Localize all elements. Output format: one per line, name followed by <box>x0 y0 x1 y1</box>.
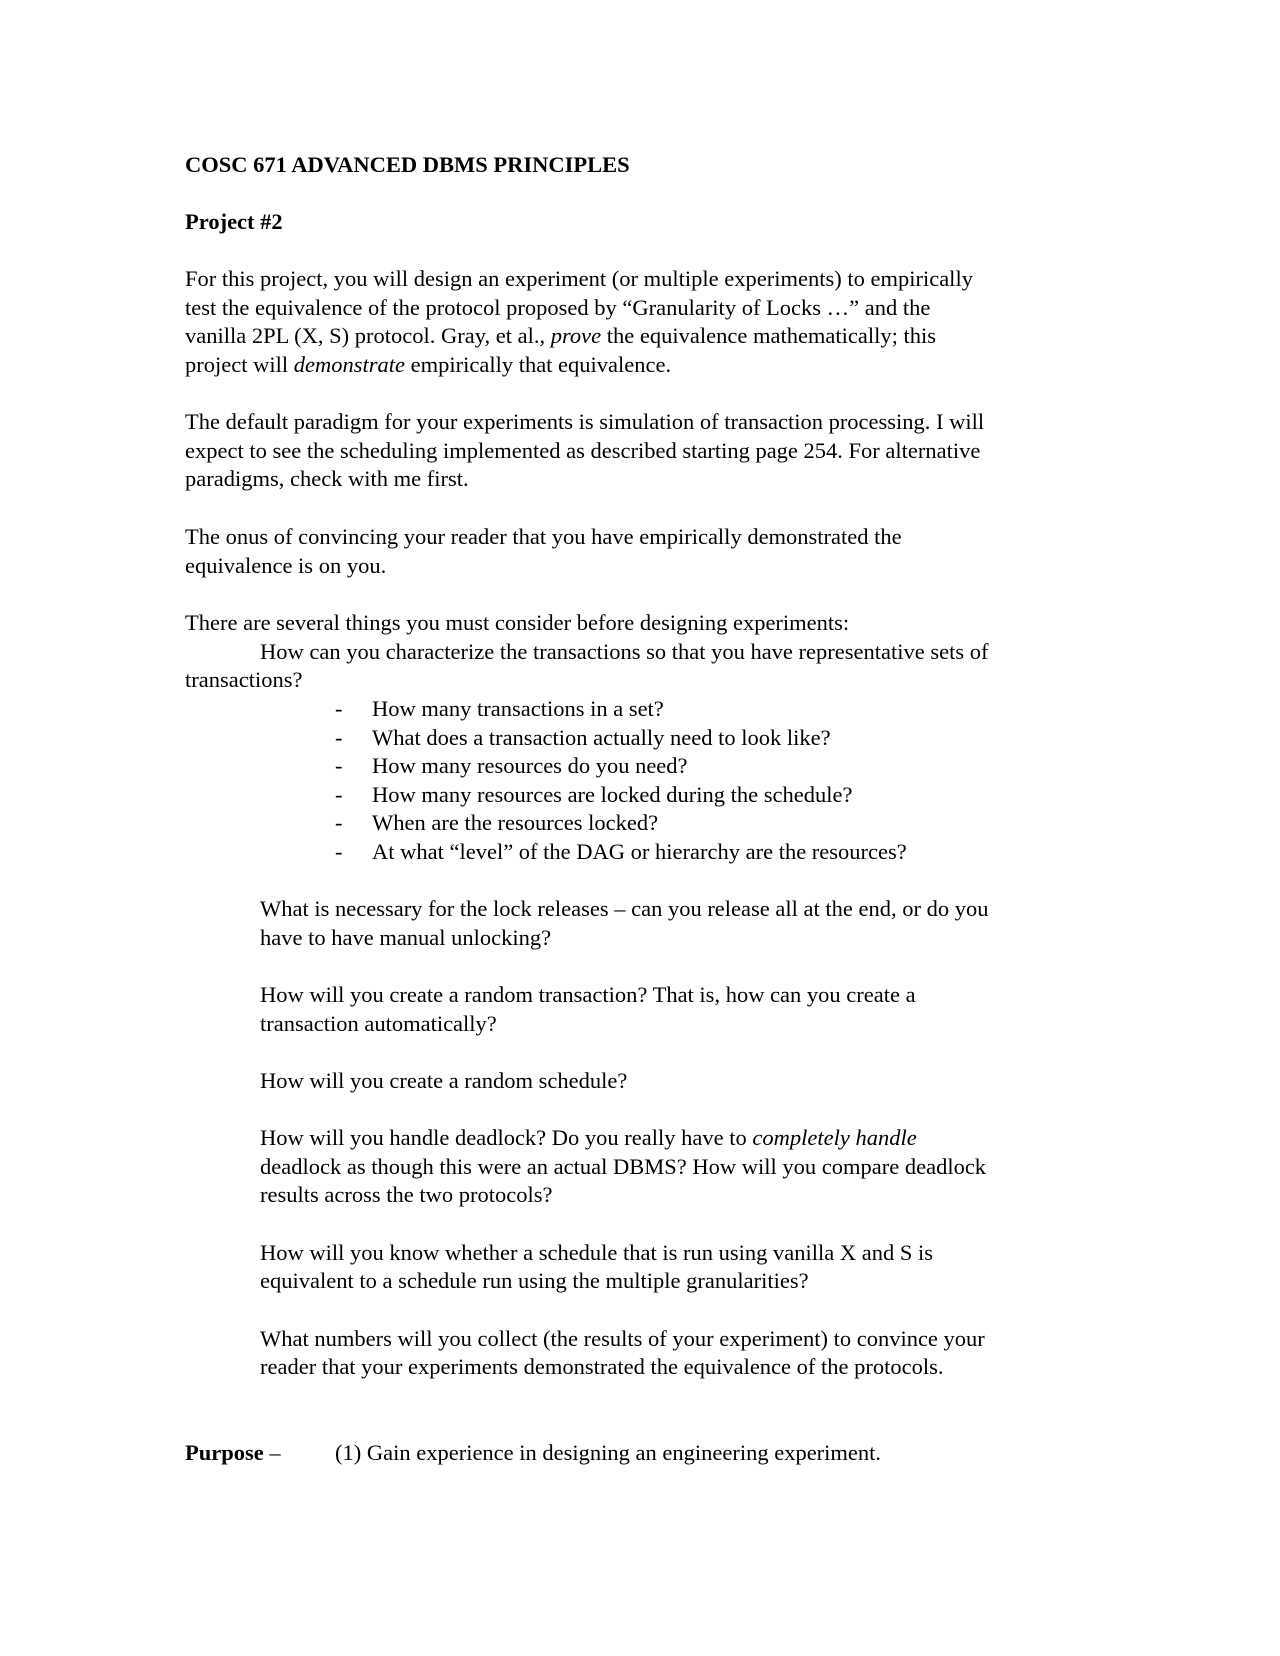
purpose-label: Purpose <box>185 1440 264 1465</box>
question-3-line-2: transaction automatically? <box>260 1011 497 1036</box>
question-5-line-3: results across the two protocols? <box>260 1182 553 1207</box>
bullet-text: When are the resources locked? <box>372 810 659 835</box>
question-1-line-2: transactions? <box>185 667 303 692</box>
bullet-text: How many resources do you need? <box>372 753 688 778</box>
paradigm-line-3: paradigms, check with me first. <box>185 466 469 491</box>
onus-line-2: equivalence is on you. <box>185 553 387 578</box>
question-2-line-1: What is necessary for the lock releases – can you release all at the end, or do you <box>260 896 989 921</box>
question-1-line-1: How can you characterize the transactions so that you have representative sets of <box>260 639 989 664</box>
intro-line-3-text-b: the equivalence mathematically; this <box>601 323 937 348</box>
intro-line-4-text-b: empirically that equivalence. <box>404 352 672 377</box>
project-label: Project #2 <box>185 209 283 234</box>
bullet-text: What does a transaction actually need to look like? <box>372 725 831 750</box>
bullet-dash: - <box>335 782 343 807</box>
considerations-intro: There are several things you must consider before designing experiments: <box>185 610 850 635</box>
paradigm-line-1: The default paradigm for your experiments is simulation of transaction processing. I will <box>185 409 985 434</box>
question-5-line-1 <box>260 1123 917 1152</box>
question-2-line-2: have to have manual unlocking? <box>260 925 552 950</box>
bullet-dash: - <box>335 810 343 835</box>
paradigm-line-2: expect to see the scheduling implemented as described starting page 254. For alternative <box>185 438 981 463</box>
course-title: COSC 671 ADVANCED DBMS PRINCIPLES <box>185 152 630 177</box>
intro-line-3-emphasis: prove <box>550 323 602 348</box>
intro-line-1: For this project, you will design an experiment (or multiple experiments) to empirically <box>185 266 973 291</box>
intro-line-2: test the equivalence of the protocol proposed by “Granularity of Locks …” and the <box>185 295 931 320</box>
bullet-dash: - <box>335 753 343 778</box>
question-6-line-2: equivalent to a schedule run using the multiple granularities? <box>260 1268 809 1293</box>
purpose-item-1: (1) Gain experience in designing an engineering experiment. <box>335 1440 882 1465</box>
bullet-dash: - <box>335 839 343 864</box>
question-6-line-1: How will you know whether a schedule that is run using vanilla X and S is <box>260 1240 934 1265</box>
question-5-line-2: deadlock as though this were an actual DBMS? How will you compare deadlock <box>260 1154 987 1179</box>
intro-line-4-text-a: project will <box>185 352 294 377</box>
purpose-separator: – <box>263 1440 281 1465</box>
intro-line-3 <box>185 321 936 350</box>
question-3-line-1: How will you create a random transaction? That is, how can you create a <box>260 982 916 1007</box>
bullet-text: How many resources are locked during the schedule? <box>372 782 853 807</box>
onus-line-1: The onus of convincing your reader that you have empirically demonstrated the <box>185 524 902 549</box>
question-5-text: How will you handle deadlock? Do you really have to <box>260 1125 753 1150</box>
question-5-emphasis: completely handle <box>752 1125 917 1150</box>
question-7-line-2: reader that your experiments demonstrated the equivalence of the protocols. <box>260 1354 944 1379</box>
purpose-heading <box>185 1438 281 1467</box>
intro-line-3-text-a: vanilla 2PL (X, S) protocol. Gray, et al., <box>185 323 551 348</box>
intro-line-4 <box>185 350 671 379</box>
question-7-line-1: What numbers will you collect (the results of your experiment) to convince your <box>260 1326 985 1351</box>
bullet-dash: - <box>335 725 343 750</box>
bullet-dash: - <box>335 696 343 721</box>
question-4-line-1: How will you create a random schedule? <box>260 1068 628 1093</box>
bullet-text: At what “level” of the DAG or hierarchy are the resources? <box>372 839 907 864</box>
bullet-text: How many transactions in a set? <box>372 696 664 721</box>
intro-line-4-emphasis: demonstrate <box>293 352 405 377</box>
